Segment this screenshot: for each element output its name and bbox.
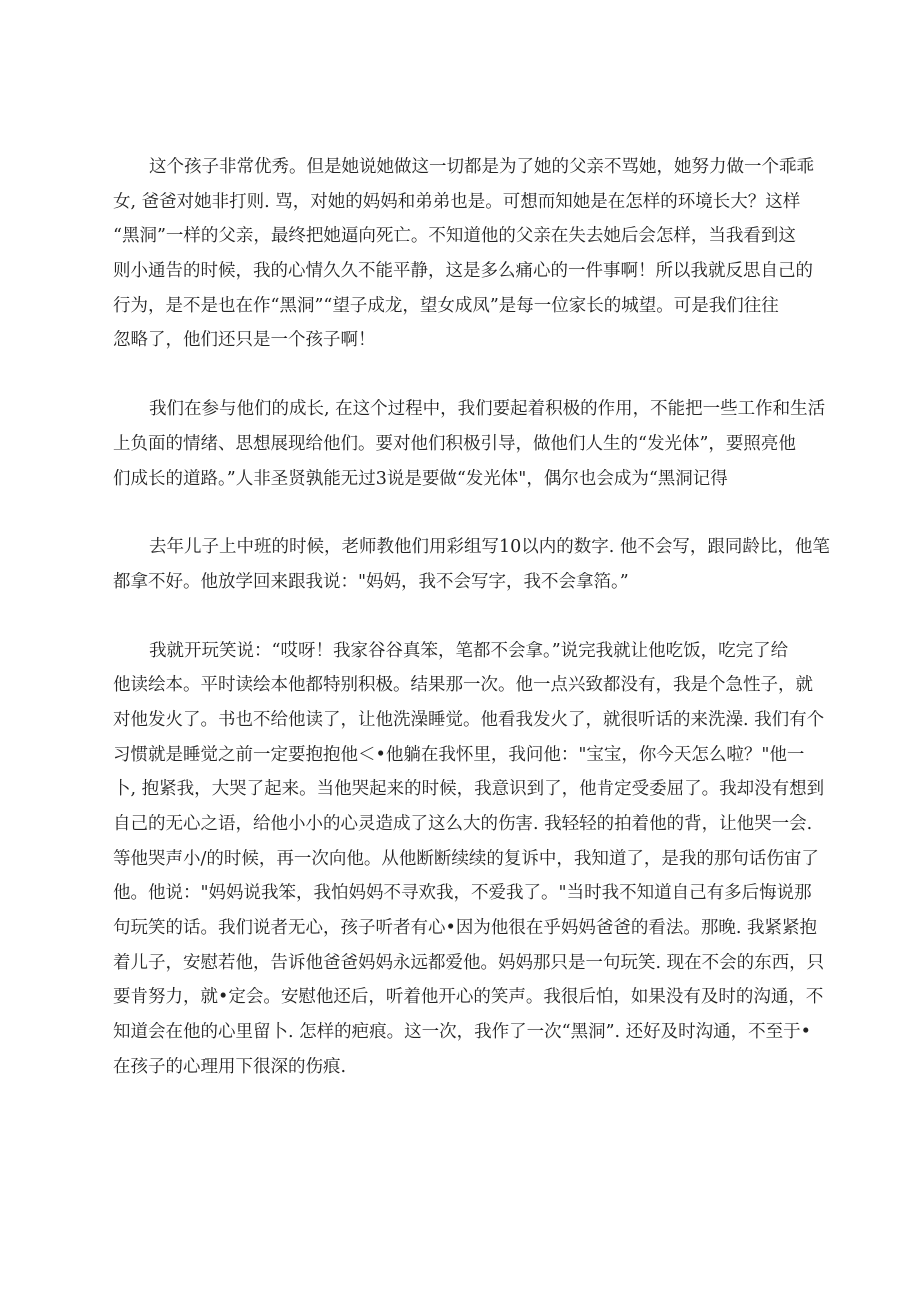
text-line: 在孩子的心理用下很深的伤痕. — [113, 1056, 347, 1077]
text-line: 要肯努力，就•定会。安慰他还后，听着他开心的笑声。我很后怕，如果没有及时的沟通，不 — [113, 987, 824, 1008]
text-line: 都拿不好。他放学回来跟我说："妈妈，我不会写字，我不会拿箔。” — [113, 571, 629, 592]
text-line: 我就开玩笑说：“哎呀！我家谷谷真笨，笔都不会拿。”说完我就让他吃饭，吃完了给 — [149, 640, 789, 661]
text-line: 等他哭声小/的时候，再一次向他。从他断断续续的复诉中，我知道了，是我的那句话伤宙了 — [113, 848, 819, 869]
text-line: 行为，是不是也在作“黑洞”“望子成龙，望女成凤”是每一位家长的城望。可是我们往往 — [113, 295, 779, 316]
paragraph-1 — [113, 150, 814, 358]
text-line: 句玩笑的话。我们说者无心，孩子听者有心•因为他很在乎妈妈爸爸的看法。那晚. 我紧紧抱 — [113, 918, 817, 939]
text-line: 对他发火了。书也不给他读了，让他洗澡睡觉。他看我发火了，就很听话的来洗澡. 我们有个 — [113, 709, 825, 730]
text-line: 习惯就是睡觉之前一定要抱抱他＜•他躺在我怀里，我问他："宝宝，你今天怎么啦？"他一 — [113, 744, 805, 765]
text-line: 知道会在他的心里留卜. 怎样的疤痕。这一次，我作了一次“黑洞”. 还好及时沟通，不至于• — [113, 1022, 811, 1043]
text-line: 女, 爸爸对她非打则. 骂，对她的妈妈和弟弟也是。可想而知她是在怎样的环境长大？这样 — [113, 191, 801, 212]
text-line: “黑洞”一样的父亲，最终把她逼向死亡。不知道他的父亲在失去她后会怎样，当我看到这 — [113, 226, 796, 247]
text-line: 则小通告的时候，我的心情久久不能平静，这是多么痛心的一件事啊！所以我就反思自己的 — [113, 261, 813, 282]
text-line: 他读绘本。平时读绘本他都特别积极。结果那一次。他一点兴致都没有，我是个急性子，就 — [113, 675, 813, 696]
text-line: 他。他说："妈妈说我笨，我怕妈妈不寻欢我，不爱我了。"当时我不知道自己有多后悔说那 — [113, 883, 812, 904]
document-body — [113, 150, 830, 1085]
paragraph-spacer — [113, 358, 808, 392]
text-line: 我们在参与他们的成长, 在这个过程中，我们要起着积极的作用，不能把一些工作和生活 — [149, 399, 826, 420]
text-line: 着儿子，安慰若他，告诉他爸爸妈妈永远都爱他。妈妈那只是一句玩笑. 现在不会的东西，只 — [113, 952, 825, 973]
text-line: 这个孩子非常优秀。但是她说她做这一切都是为了她的父亲不骂她，她努力做一个乖乖 — [149, 157, 814, 177]
text-line: 卜, 抱紧我，大哭了起来。当他哭起来的时候，我意识到了，他肯定受委屈了。我却没有想到 — [113, 779, 825, 800]
paragraph-spacer — [113, 496, 808, 530]
paragraph-2 — [113, 392, 826, 496]
text-line: 自己的无心之语，给他小小的心灵造成了这么大的伤害. 我轻轻的拍着他的背，让他哭一会. — [113, 814, 813, 834]
text-line: 们成长的道路。”人非圣贤孰能无过3说是要做“发光体"，偶尔也会成为“黑洞记得 — [113, 468, 728, 489]
paragraph-spacer — [113, 600, 808, 634]
paragraph-3 — [113, 530, 830, 599]
text-line: 去年儿子上中班的时候，老师教他们用彩组写10以内的数字. 他不会写，跟同龄比，他笔 — [149, 537, 830, 558]
paragraph-4 — [113, 634, 825, 1085]
text-line: 忽略了，他们还只是一个孩子啊！ — [113, 330, 376, 351]
text-line: 上负面的情绪、思想展现给他们。要对他们积极引导，做他们人生的“发光体”，要照亮他 — [113, 433, 796, 454]
